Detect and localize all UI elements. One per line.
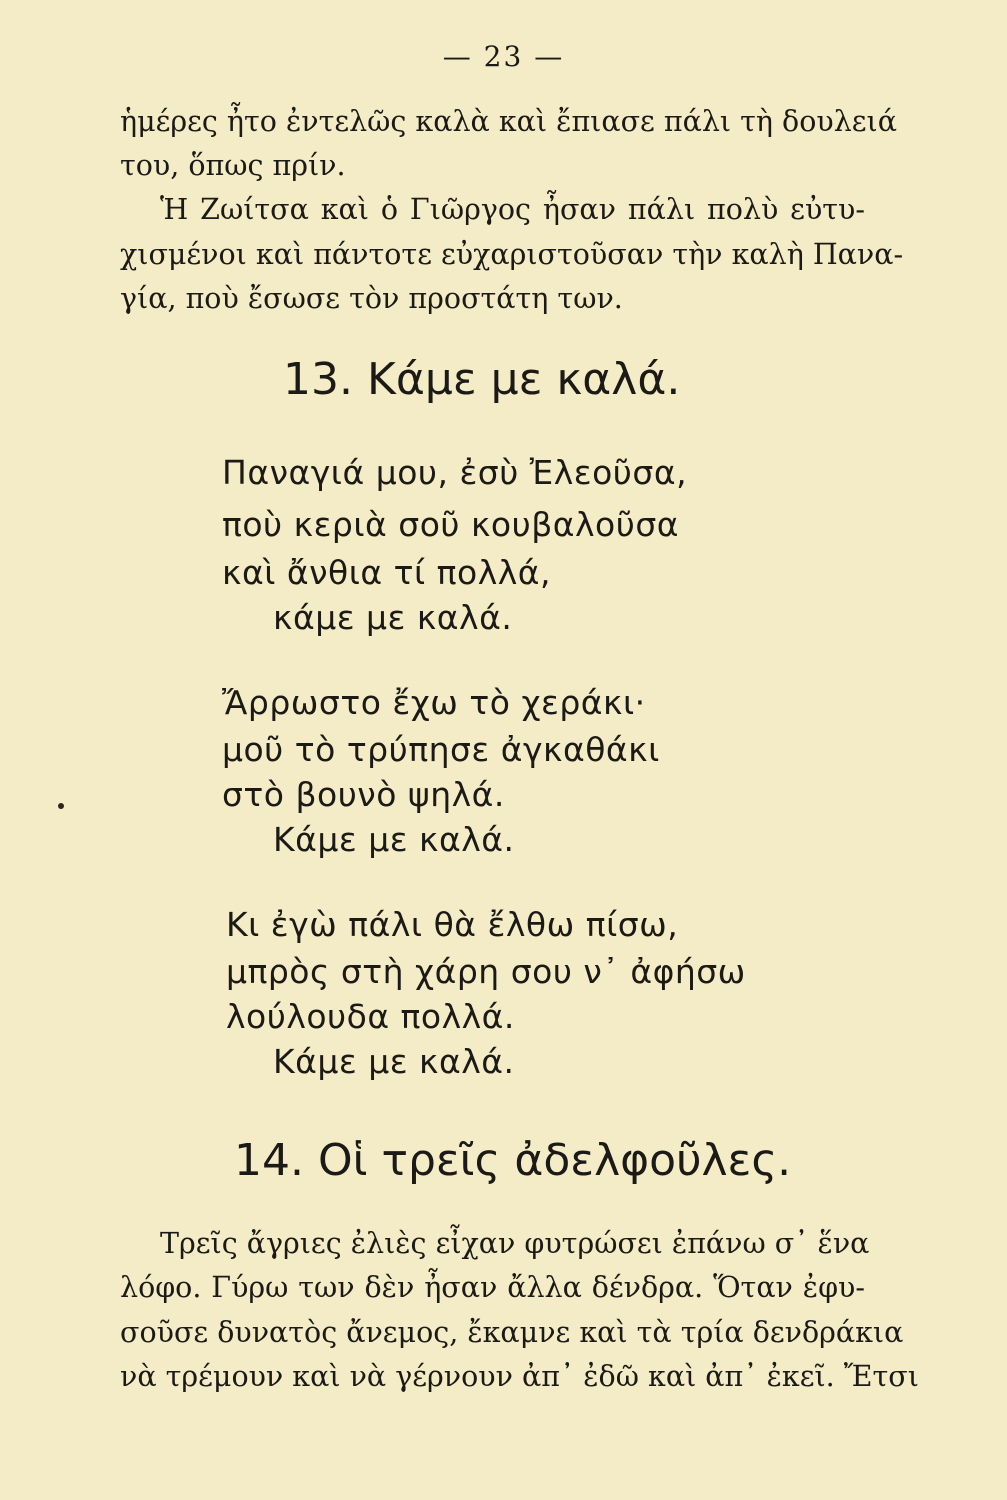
body-line: Τρεῖς ἄγριες ἐλιὲς εἶχαν φυτρώσει ἐπάνω σ᾿ ἕνα <box>160 1227 870 1260</box>
section-heading: 14. Οἱ τρεῖς ἀδελφοῦλες. <box>234 1135 792 1186</box>
body-line: νὰ τρέμουν καὶ νὰ γέρνουν ἀπ᾿ ἐδῶ καὶ ἀπ᾿ ἐκεῖ. Ἔτσι <box>120 1360 919 1393</box>
poem-line: λούλουδα πολλά. <box>226 997 515 1036</box>
poem-line: Κάμε με καλά. <box>273 820 515 859</box>
poem-line: Παναγιά μου, ἐσὺ Ἐλεοῦσα, <box>222 453 688 492</box>
poem-line: Κι ἐγὼ πάλι θὰ ἔλθω πίσω, <box>226 905 679 944</box>
poem-line: ποὺ κεριὰ σοῦ κουβαλοῦσα <box>222 505 680 544</box>
body-line: σοῦσε δυνατὸς ἄνεμος, ἔκαμνε καὶ τὰ τρία δενδράκια <box>120 1316 904 1349</box>
poem-line: καὶ ἄνθια τί πολλά, <box>222 553 552 592</box>
intro-line: γία, ποὺ ἔσωσε τὸν προστάτη των. <box>120 282 623 315</box>
section-heading: 13. Κάμε με καλά. <box>283 354 681 405</box>
body-line: λόφο. Γύρω των δὲν ἦσαν ἄλλα δένδρα. Ὅταν ἐφυ- <box>120 1271 865 1304</box>
intro-line: ἡμέρες ἦτο ἐντελῶς καλὰ καὶ ἔπιασε πάλι τὴ δουλειά <box>120 105 897 138</box>
intro-line: Ἡ Ζωίτσα καὶ ὁ Γιῶργος ἦσαν πάλι πολὺ εὐτυ- <box>160 193 865 226</box>
intro-line: χισμένοι καὶ πάντοτε εὐχαριστοῦσαν τὴν καλὴ Πανα- <box>120 238 904 271</box>
poem-line: μοῦ τὸ τρύπησε ἀγκαθάκι <box>222 730 660 769</box>
poem-line: στὸ βουνὸ ψηλά. <box>222 775 505 814</box>
poem-line: κάμε με καλά. <box>273 598 513 637</box>
poem-line: Κάμε με καλά. <box>273 1042 515 1081</box>
ink-speck <box>58 803 64 809</box>
page-number: — 23 — <box>442 40 565 73</box>
intro-line: του, ὅπως πρίν. <box>120 149 346 182</box>
poem-line: μπρὸς στὴ χάρη σου ν᾿ ἀφήσω <box>226 952 746 991</box>
poem-line: Ἄρρωστο ἔχω τὸ χεράκι· <box>222 683 646 722</box>
